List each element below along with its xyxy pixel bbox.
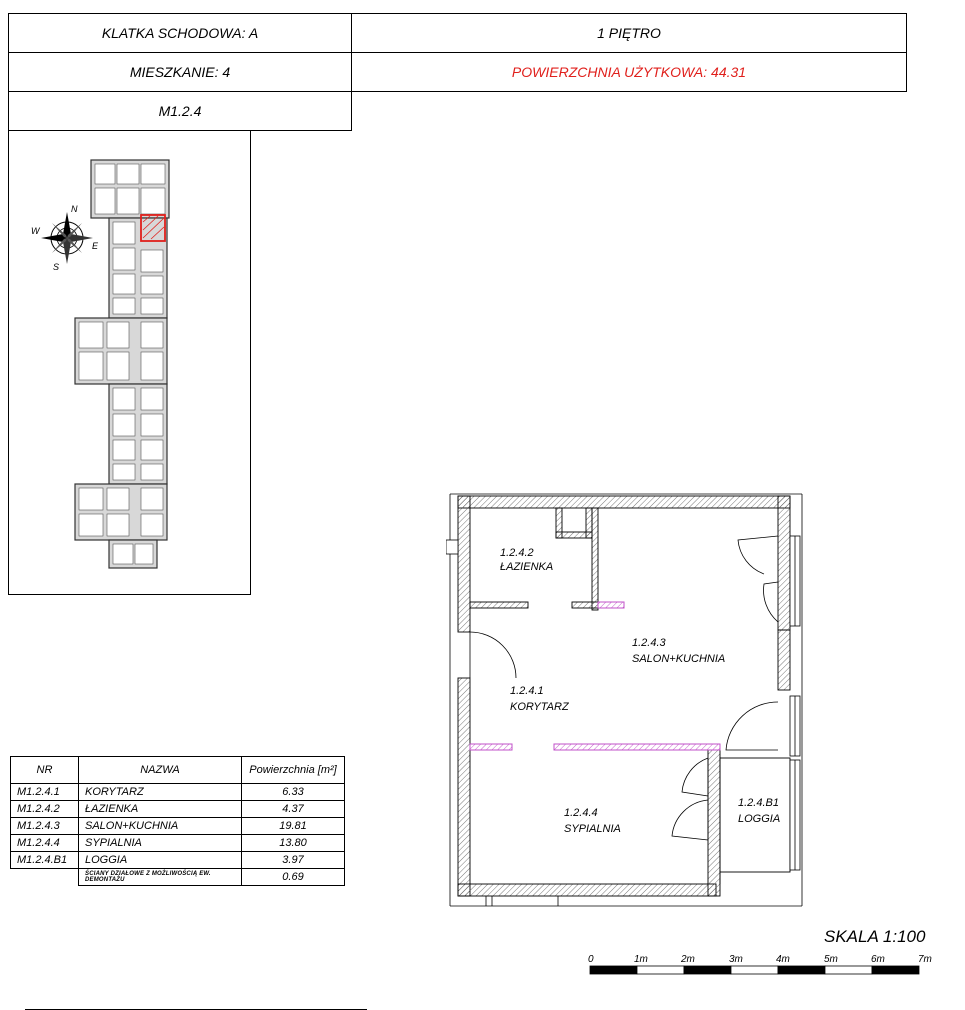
header-table	[0, 0, 965, 140]
scale-title: SKALA 1:100	[824, 927, 926, 946]
tick-2m: 2m	[681, 954, 695, 965]
code-cell	[8, 91, 352, 131]
room-labels	[500, 547, 780, 835]
floor-cell	[351, 13, 907, 53]
row-area: 6.33	[242, 784, 345, 801]
tick-5m: 5m	[824, 954, 838, 965]
row-area: 19.81	[242, 818, 345, 835]
tick-3m: 3m	[729, 954, 743, 965]
row-nr: M1.2.4.B1	[11, 852, 79, 869]
tick-0: 0	[588, 954, 594, 965]
table-row	[11, 835, 345, 852]
compass-e: E	[92, 241, 99, 251]
tick-7m: 7m	[918, 954, 932, 965]
col-nr-header: NR	[11, 757, 79, 784]
row-name: ŁAZIENKA	[79, 801, 242, 818]
key-plan	[8, 130, 251, 595]
row-nr: M1.2.4.1	[11, 784, 79, 801]
scale-segments	[590, 966, 919, 974]
col-area-header: Powierzchnia [m²]	[242, 757, 345, 784]
compass-s: S	[53, 262, 60, 272]
empty-cell	[11, 869, 79, 886]
tick-1m: 1m	[634, 954, 648, 965]
walls-area: 0.69	[242, 869, 345, 886]
room-living-nr: 1.2.4.3	[632, 637, 666, 649]
usable-area-cell	[351, 52, 907, 92]
scale-ticks	[588, 954, 932, 965]
area-table	[10, 756, 345, 886]
staircase-cell	[8, 13, 352, 53]
row-name: SALON+KUCHNIA	[79, 818, 242, 835]
room-bed-nr: 1.2.4.4	[564, 807, 598, 819]
tick-6m: 6m	[871, 954, 885, 965]
floor-plan	[446, 490, 816, 915]
usable-area-label: POWIERZCHNIA UŻYTKOWA: 44.31	[511, 64, 747, 80]
compass-icon	[31, 204, 99, 272]
table-row	[11, 818, 345, 835]
walls-note: ŚCIANY DZIAŁOWE Z MOŻLIWOŚCIĄ EW. DEMONTAŻU	[79, 869, 242, 886]
key-plan-drawing	[9, 130, 252, 595]
room-loggia-name: LOGGIA	[738, 813, 781, 825]
row-name: KORYTARZ	[79, 784, 242, 801]
apartment-code: M1.2.4	[158, 103, 202, 119]
staircase-label: KLATKA SCHODOWA: A	[101, 25, 259, 41]
apartment-cell	[8, 52, 352, 92]
table-row-walls	[11, 869, 345, 886]
scale-bar	[580, 920, 940, 980]
room-living-name: SALON+KUCHNIA	[632, 653, 726, 665]
table-row	[11, 852, 345, 869]
col-name-header: NAZWA	[79, 757, 242, 784]
row-nr: M1.2.4.3	[11, 818, 79, 835]
floor-plan-drawing	[446, 490, 816, 910]
row-area: 4.37	[242, 801, 345, 818]
row-nr: M1.2.4.4	[11, 835, 79, 852]
tick-4m: 4m	[776, 954, 790, 965]
removable-walls	[470, 602, 720, 750]
row-nr: M1.2.4.2	[11, 801, 79, 818]
doors	[470, 536, 781, 906]
room-loggia-nr: 1.2.4.B1	[738, 797, 779, 809]
room-hall-name: KORYTARZ	[510, 701, 569, 713]
floor-label: 1 PIĘTRO	[597, 25, 661, 41]
room-hall-nr: 1.2.4.1	[510, 685, 544, 697]
room-bath-name: ŁAZIENKA	[500, 561, 554, 573]
table-row	[11, 784, 345, 801]
row-area: 13.80	[242, 835, 345, 852]
row-name: LOGGIA	[79, 852, 242, 869]
room-bed-name: SYPIALNIA	[564, 823, 621, 835]
table-header-row	[11, 757, 345, 784]
row-name: SYPIALNIA	[79, 835, 242, 852]
scale-drawing	[580, 920, 940, 980]
room-bath-nr: 1.2.4.2	[500, 547, 534, 559]
compass-n: N	[71, 204, 78, 214]
compass-w: W	[31, 226, 40, 236]
row-area: 3.97	[242, 852, 345, 869]
table-row	[11, 801, 345, 818]
apartment-label: MIESZKANIE: 4	[129, 64, 231, 80]
